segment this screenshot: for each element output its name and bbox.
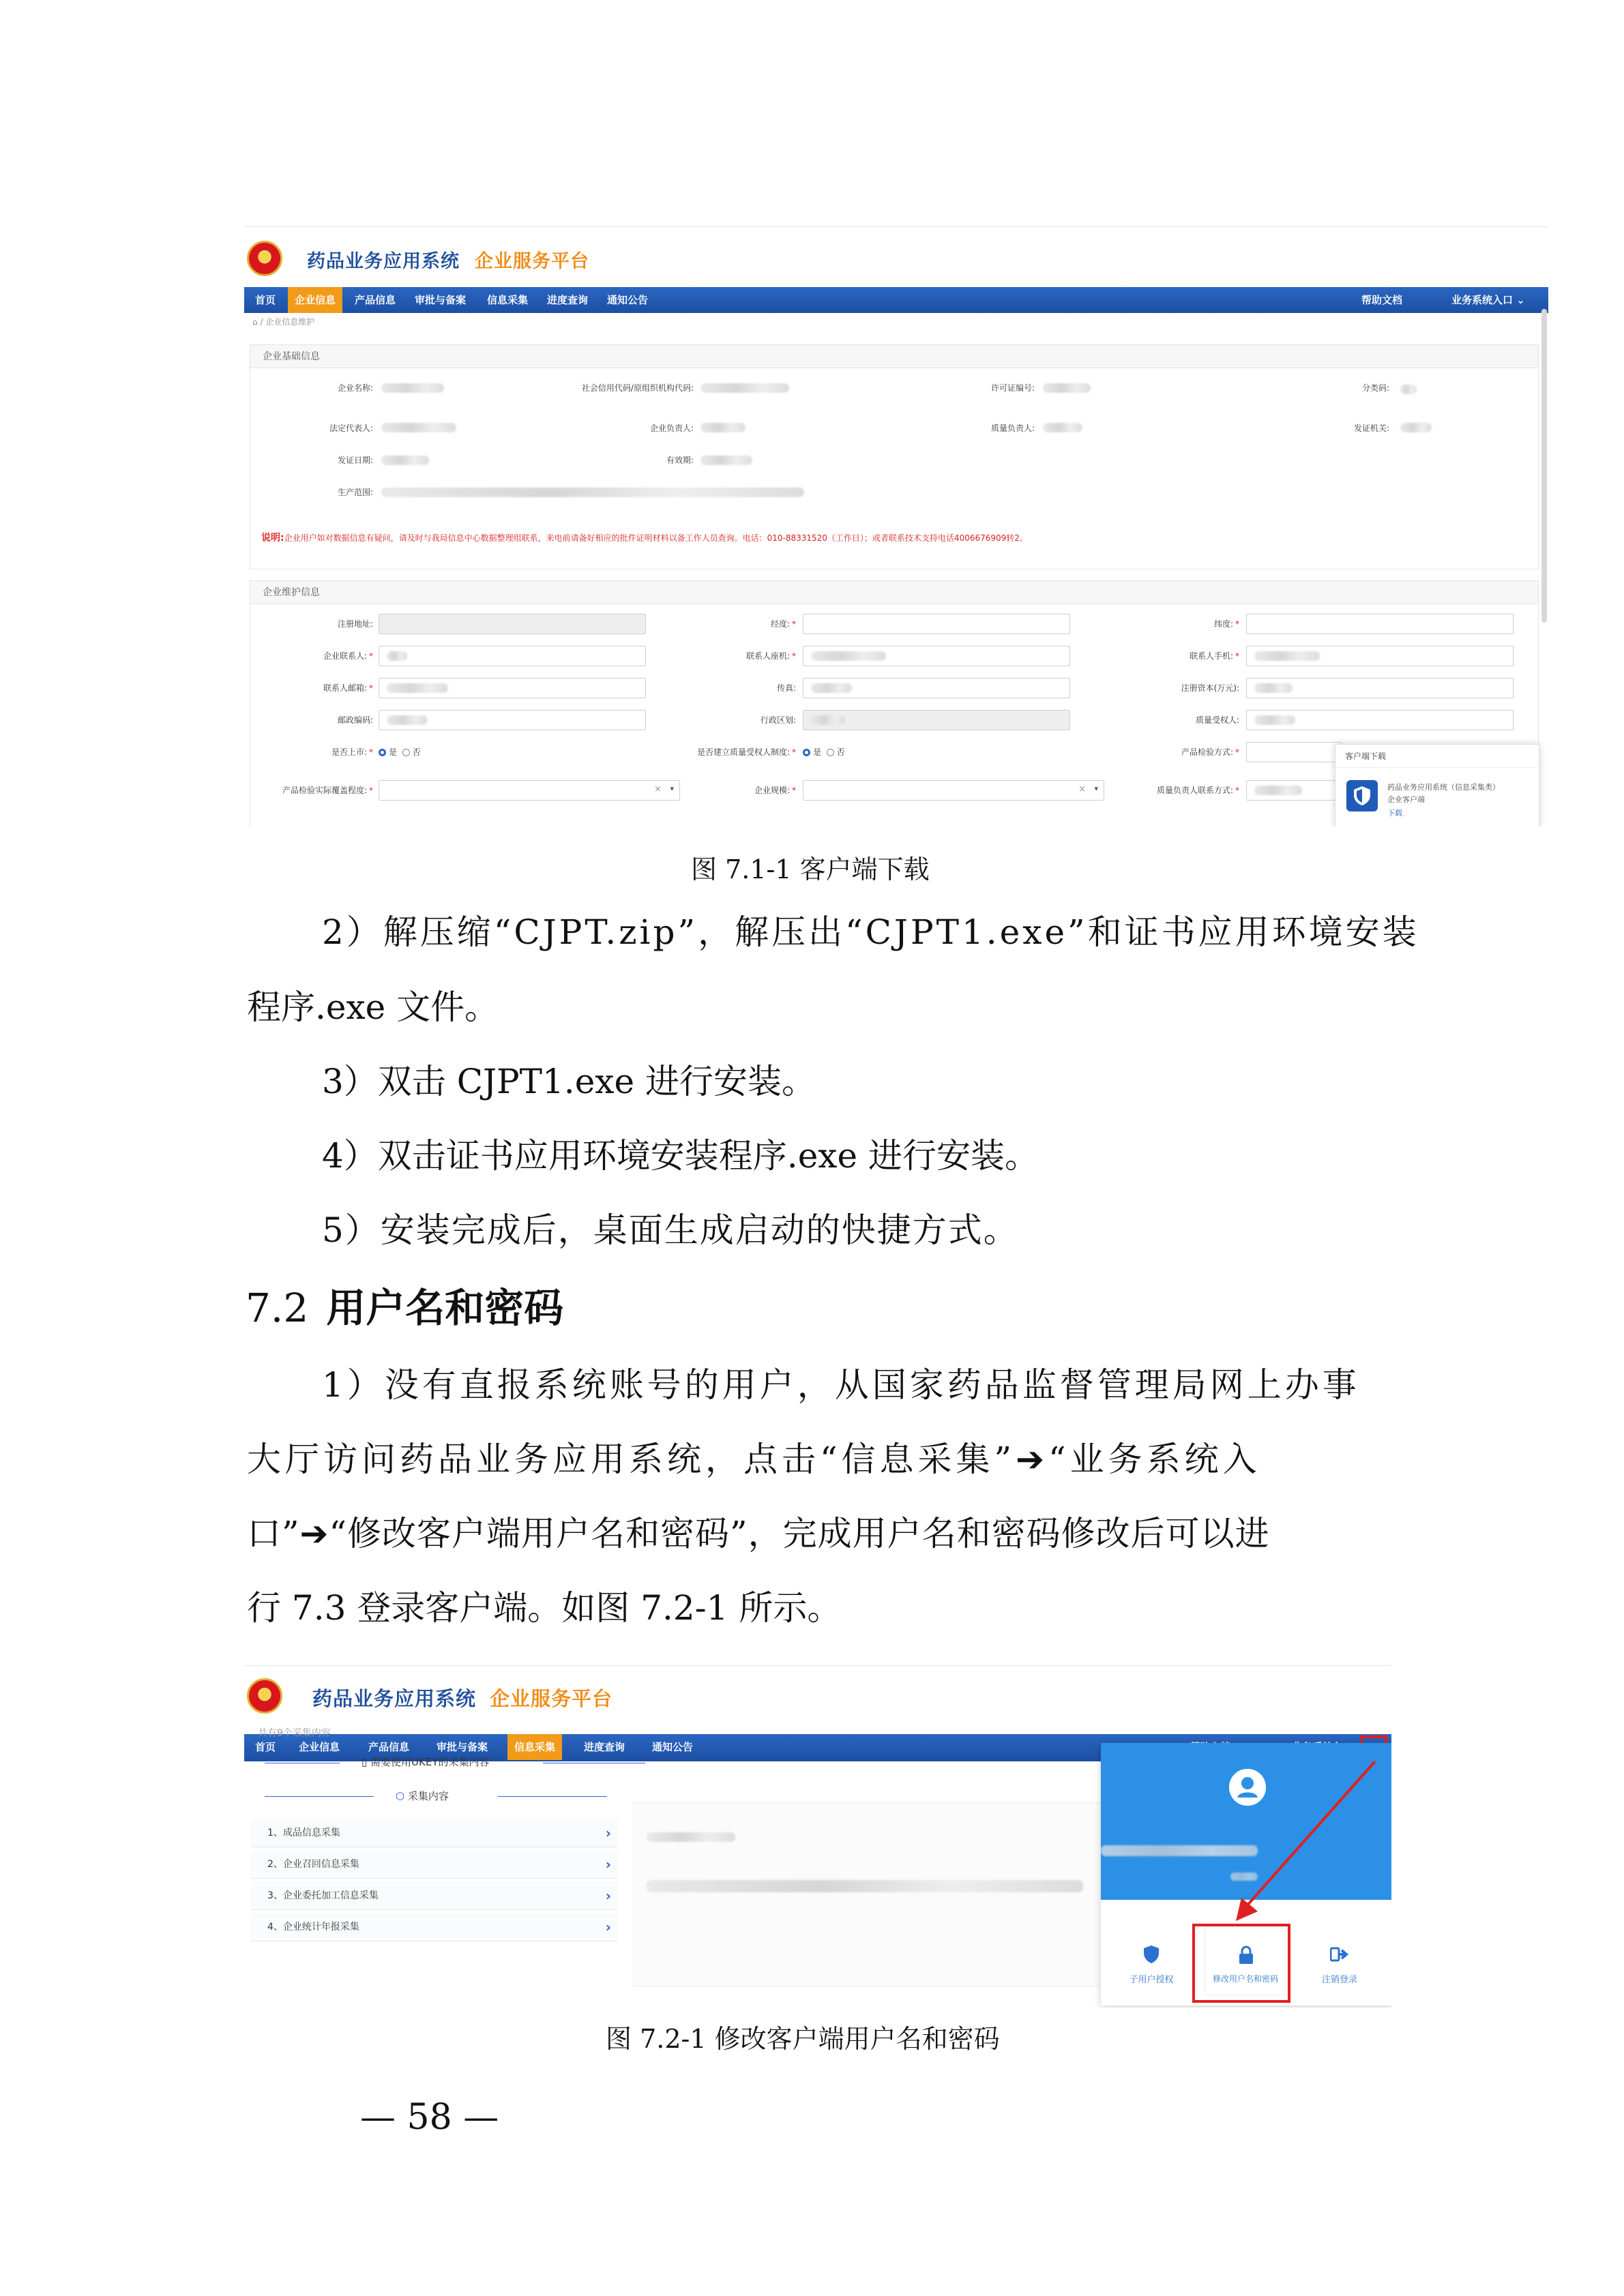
- notice-body: 企业用户如对数据信息有疑问，请及时与我局信息中心数据整理组联系，来电前请备好相应的批件证明材料以备工作人员查询。电话：010-88331520（工作日）；或者联系技术支持电话4006676909转2。: [284, 533, 1028, 543]
- inspection-method-field[interactable]: [1246, 742, 1342, 762]
- contact-field[interactable]: [379, 646, 646, 666]
- label-listed: 是否上市: *: [331, 747, 373, 757]
- redacted-value: [1254, 683, 1293, 693]
- caret-down-icon[interactable]: ▾: [1094, 784, 1098, 793]
- redacted-value: [1254, 715, 1295, 725]
- nav-product-info[interactable]: 产品信息: [355, 294, 396, 306]
- page-scrollbar[interactable]: [1541, 309, 1547, 623]
- label-credit-code: 社会信用代码/原组织机构代码:: [581, 383, 694, 393]
- clear-icon[interactable]: ×: [1078, 784, 1086, 794]
- redacted-value: [381, 423, 456, 432]
- caret-down-icon[interactable]: ▾: [670, 784, 674, 793]
- redacted-value: [1043, 423, 1082, 432]
- label-admin-region: 行政区划:: [760, 715, 796, 725]
- redacted-value: [1400, 385, 1417, 394]
- logout-icon: [1330, 1946, 1349, 1963]
- brand-title: 药品业务应用系统: [312, 1687, 477, 1710]
- divider: [265, 1796, 374, 1797]
- label-reg-capital: 注册资本(万元):: [1181, 683, 1239, 693]
- redacted-value: [1254, 786, 1302, 795]
- redacted-value: [381, 383, 444, 393]
- content-panel: [633, 1802, 1110, 1986]
- label-longitude: 经度: *: [770, 619, 796, 629]
- nav-notice[interactable]: 通知公告: [652, 1741, 694, 1753]
- redacted-value: [700, 456, 752, 465]
- national-emblem-icon: [247, 241, 282, 276]
- redacted-value: [387, 651, 407, 661]
- nav-progress[interactable]: 进度查询: [584, 1741, 625, 1753]
- label-quality-head: 质量负责人:: [990, 423, 1035, 433]
- redacted-value: [700, 383, 789, 393]
- redacted-value: [811, 683, 852, 693]
- redacted-value: [811, 715, 845, 725]
- paragraph-step2-line1: 2）解压缩“CJPT.zip”，解压出“CJPT1.exe”和证书应用环境安装: [322, 912, 1419, 952]
- highlight-change-credentials: [1192, 1924, 1290, 2003]
- portal-header: [244, 1666, 1391, 1722]
- popup-app-type: 企业客户端: [1387, 795, 1425, 804]
- shield-icon: [1143, 1945, 1160, 1964]
- nav-info-collection[interactable]: 信息采集: [507, 1734, 562, 1760]
- heading-title: 用户名和密码: [326, 1285, 564, 1331]
- label-production-scope: 生产范围:: [337, 488, 373, 497]
- paragraph-2-line3: 口”➔“修改客户端用户名和密码”，完成用户名和密码修改后可以进: [247, 1514, 1270, 1553]
- redacted-value: [381, 488, 804, 497]
- label-contact-email: 联系人邮箱: *: [323, 683, 373, 693]
- enterprise-scale-select[interactable]: [803, 780, 1104, 801]
- main-navbar: [244, 287, 1548, 313]
- redacted-value: [1254, 651, 1320, 661]
- portal-header: [244, 227, 1548, 283]
- help-docs-link[interactable]: 帮助文档: [1361, 294, 1403, 306]
- figure-caption-2: 图 7.2-1 修改客户端用户名和密码: [606, 2024, 1000, 2054]
- section-heading: [246, 1276, 563, 1333]
- chevron-right-icon: ›: [605, 1856, 611, 1873]
- label-reg-address: 注册地址:: [337, 619, 373, 629]
- nav-approval[interactable]: 审批与备案: [437, 1741, 488, 1753]
- nav-enterprise-info[interactable]: 企业信息: [288, 287, 342, 313]
- paragraph-step4: 4）双击证书应用环境安装程序.exe 进行安装。: [322, 1136, 1039, 1176]
- label-issue-date: 发证日期:: [337, 456, 373, 465]
- paragraph-step3: 3）双击 CJPT1.exe 进行安装。: [322, 1062, 816, 1101]
- listed-radio-group[interactable]: 是 否: [379, 746, 421, 758]
- cube-icon: ⬡: [396, 1790, 408, 1802]
- notice-prefix: 说明:: [261, 533, 284, 543]
- heading-number: 7.2: [246, 1285, 309, 1331]
- page-number: — 58 —: [360, 2097, 499, 2138]
- divider: [498, 1796, 607, 1797]
- client-download-popup: [1335, 744, 1539, 826]
- red-arrow-annotation: [1199, 1757, 1383, 1935]
- notice-text: [261, 531, 1028, 544]
- longitude-field[interactable]: [803, 614, 1070, 634]
- change-username-password-button[interactable]: 修改用户名和密码: [1205, 1927, 1286, 1995]
- business-entry-label: 业务系统入口: [1451, 294, 1514, 306]
- label-contact: 企业联系人: *: [323, 651, 373, 661]
- redacted-value: [381, 456, 429, 465]
- paragraph-2-line1: 1）没有直报系统账号的用户，从国家药品监督管理局网上办事: [322, 1365, 1360, 1405]
- collection-item[interactable]: 2、企业召回信息采集 ›: [251, 1850, 618, 1879]
- label-enterprise-head: 企业负责人:: [649, 423, 694, 433]
- label-fax: 传真:: [776, 683, 796, 693]
- basic-info-title: 企业基础信息: [250, 345, 1538, 368]
- nav-enterprise-info[interactable]: 企业信息: [299, 1741, 340, 1753]
- reg-address-field[interactable]: [379, 614, 646, 634]
- paragraph-step5: 5）安装完成后，桌面生成启动的快捷方式。: [322, 1210, 1019, 1250]
- sub-user-auth-button[interactable]: 子用户授权: [1110, 1927, 1192, 1995]
- radio-no[interactable]: [402, 749, 410, 756]
- label-quality-authorized: 质量受权人:: [1195, 715, 1239, 725]
- popup-title: 客户端下载: [1335, 745, 1539, 768]
- change-credentials-screenshot: [244, 1665, 1391, 2008]
- document-icon: ▯: [361, 1756, 371, 1768]
- label-quality-system: 是否建立质量受权人制度: *: [696, 747, 796, 757]
- latitude-field[interactable]: [1246, 614, 1514, 634]
- label-legal-rep: 法定代表人:: [329, 423, 373, 433]
- redacted-value: [1400, 423, 1432, 432]
- ukey-group-title: ▯ 需要使用UKEY的采集内容: [361, 1756, 490, 1768]
- label-inspection-coverage: 产品检验实际覆盖程度: *: [282, 786, 373, 795]
- label-valid-until: 有效期:: [666, 456, 694, 465]
- radio-yes[interactable]: [803, 749, 810, 756]
- clear-icon[interactable]: ×: [654, 784, 662, 794]
- paragraph-2-line4: 行 7.3 登录客户端。如图 7.2-1 所示。: [247, 1588, 842, 1628]
- chevron-right-icon: ›: [605, 1825, 611, 1841]
- radio-no[interactable]: [827, 749, 834, 756]
- nav-home[interactable]: 首页: [255, 1741, 276, 1753]
- collection-group-title: ⬡ 采集内容: [396, 1790, 449, 1802]
- redacted-value: [387, 715, 428, 725]
- label-company-name: 企业名称:: [337, 383, 373, 393]
- figure-caption-1: 图 7.1-1 客户端下载: [691, 854, 930, 884]
- client-download-screenshot: [244, 226, 1548, 826]
- chevron-right-icon: ›: [605, 1919, 611, 1935]
- brand-subtitle: 企业服务平台: [490, 1687, 613, 1710]
- nav-product-info[interactable]: 产品信息: [368, 1741, 410, 1753]
- chevron-down-icon: ⌄: [1513, 294, 1525, 306]
- redacted-value: [1043, 383, 1091, 393]
- label-enterprise-scale: 企业规模: *: [754, 786, 796, 795]
- collection-item[interactable]: 4、企业统计年报采集 ›: [251, 1913, 618, 1941]
- inspection-coverage-select[interactable]: [379, 780, 680, 801]
- label-license-no: 许可证编号:: [990, 383, 1035, 393]
- paragraph-step2-line2: 程序.exe 文件。: [247, 987, 499, 1027]
- collection-count: 共有9个采集内容: [258, 1728, 331, 1739]
- paragraph-2-line2: 大厅访问药品业务应用系统，点击“信息采集”➔“业务系统入: [247, 1440, 1261, 1479]
- radio-yes[interactable]: [379, 749, 386, 756]
- logout-button[interactable]: 注销登录: [1299, 1927, 1381, 1995]
- home-icon[interactable]: ⌂: [252, 317, 258, 327]
- label-inspection-method: 产品检验方式: *: [1181, 747, 1239, 757]
- nav-approval[interactable]: 审批与备案: [415, 294, 467, 306]
- popup-app-name: 药品业务应用系统（信息采集类）: [1387, 783, 1500, 792]
- label-quality-head-contact: 质量负责人联系方式: *: [1156, 786, 1239, 795]
- redacted-value: [647, 1880, 1083, 1892]
- redacted-value: [700, 423, 745, 432]
- redacted-value: [811, 651, 886, 661]
- brand-subtitle: 企业服务平台: [475, 251, 589, 272]
- redacted-value: [387, 683, 448, 693]
- maintenance-info-title: 企业维护信息: [250, 581, 1538, 604]
- collection-item[interactable]: 3、企业委托加工信息采集 ›: [251, 1881, 618, 1910]
- brand-title: 药品业务应用系统: [307, 251, 460, 272]
- nav-notice[interactable]: 通知公告: [607, 294, 649, 306]
- label-issuing-authority: 发证机关:: [1353, 423, 1389, 433]
- client-app-icon[interactable]: [1346, 780, 1378, 811]
- national-emblem-icon: [247, 1678, 282, 1714]
- breadcrumb: ⌂ / 企业信息维护: [252, 317, 315, 327]
- label-contact-phone: 联系人座机: *: [745, 651, 796, 661]
- label-class-code: 分类码:: [1361, 383, 1389, 393]
- basic-info-section: [250, 344, 1539, 569]
- label-contact-mobile: 联系人手机: *: [1189, 651, 1239, 661]
- nav-info-collection[interactable]: 信息采集: [487, 294, 529, 306]
- redacted-value: [647, 1832, 735, 1842]
- collection-item[interactable]: 1、成品信息采集 ›: [251, 1819, 618, 1847]
- label-postal-code: 邮政编码:: [337, 715, 373, 725]
- nav-progress[interactable]: 进度查询: [547, 294, 589, 306]
- chevron-right-icon: ›: [605, 1888, 611, 1904]
- nav-home[interactable]: 首页: [255, 294, 276, 306]
- quality-system-radio-group[interactable]: 是 否: [803, 746, 845, 758]
- business-entry-menu[interactable]: [1451, 287, 1525, 313]
- breadcrumb-current: 企业信息维护: [265, 317, 315, 327]
- label-latitude: 纬度: *: [1213, 619, 1239, 629]
- download-link[interactable]: 下载: [1387, 809, 1402, 818]
